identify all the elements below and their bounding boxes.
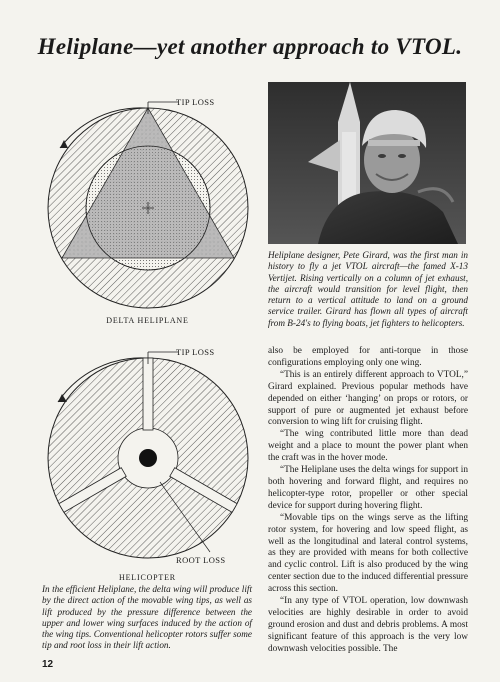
pilot-portrait-photo: [268, 82, 466, 244]
delta-heliplane-diagram: [40, 88, 255, 313]
page-title: Heliplane—yet another approach to VTOL.: [37, 34, 463, 59]
body-paragraph: “Movable tips on the wings serve as the lifting rotor system, for hovering and low speed flight, as well as the longitudinal and lateral control systems, as they are provided with means for both collective and cyclic control. Lift is also produced by the wing center section due to the induced differential pressure across this section.: [268, 512, 468, 595]
body-paragraph: also be employed for anti-torque in those configurations employing only one wing.: [268, 346, 468, 368]
photo-caption: Heliplane designer, Pete Girard, was the first man in history to fly a jet VTOL aircraft—the famed X-13 Vertijet. Rising vertically on a column of jet exhaust, the aircraft would transition for level flight, then return to a vertical attitude to land on a ground service trailer. Girard has flown all types of aircraft from B-24's to flying boats, jet fighters to helicopters.: [268, 250, 468, 328]
helicopter-tip-loss-label: TIP LOSS: [176, 347, 215, 357]
article-body: [268, 346, 468, 656]
body-paragraph: “The wing contributed little more than dead weight and a place to mount the power plant when the craft was in the hover mode.: [268, 429, 468, 464]
helicopter-label: HELICOPTER: [119, 573, 176, 582]
body-paragraph: “The Heliplane uses the delta wings for support in both hovering and forward flight, and requires no helicopter-type rotor, propeller or other special device for support during hovering flight.: [268, 465, 468, 511]
delta-tip-loss-label: TIP LOSS: [176, 97, 215, 107]
helicopter-root-loss-label: ROOT LOSS: [176, 555, 226, 565]
diagram-caption: In the efficient Heliplane, the delta wing will produce lift by the direct action of the movable wing tips, as well as lift produced by the pressure difference between the upper and lower wing surfaces induced by the action of the wing tips. Conventional helicopter rotors suffer some tip and root loss in their lift action.: [42, 584, 252, 651]
body-paragraph: “In any type of VTOL operation, low downwash velocities are highly desirable in order to avoid ground erosion and dust and debris problems. A most significant feature of this approach is the very low downwash velocities possible. The: [268, 596, 468, 654]
body-paragraph: “This is an entirely different approach to VTOL,” Girard explained. Previous popular methods have depended on either ‘hanging’ on props or rotors, or support of pure or augmented jet exhaust before conversion to wing lift for cruising flight.: [268, 369, 468, 428]
helicopter-rotor-diagram: [40, 342, 255, 577]
delta-heliplane-label: DELTA HELIPLANE: [106, 316, 189, 325]
page-number: 12: [42, 659, 54, 670]
